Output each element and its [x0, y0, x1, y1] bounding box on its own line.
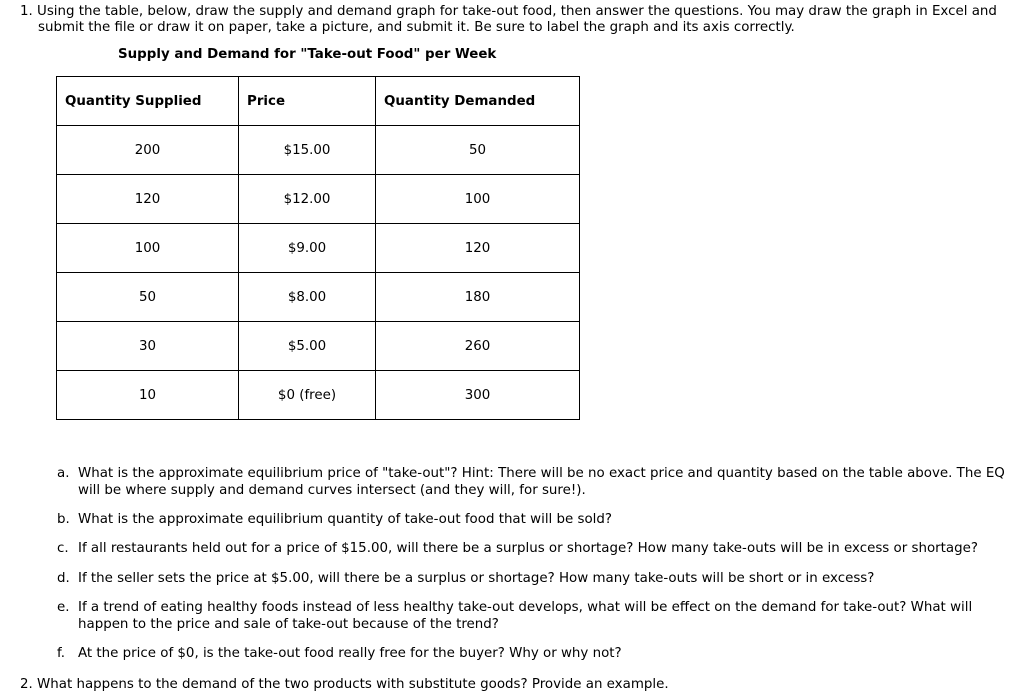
table-title: Supply and Demand for "Take-out Food" per Week [118, 47, 497, 62]
cell-quantity-supplied: 100 [57, 224, 239, 273]
question-2: 2. What happens to the demand of the two products with substitute goods? Provide an example. [20, 677, 669, 692]
subquestion-text-line-1: If a trend of eating healthy foods instead of less healthy take-out develops, what will be effect on the demand for take-out? What will [78, 600, 973, 615]
subquestion-text-line-1: If the seller sets the price at $5.00, will there be a surplus or shortage? How many take-outs will be short or in excess? [78, 571, 875, 586]
supply-demand-table [56, 76, 580, 420]
cell-price: $0 (free) [239, 371, 376, 420]
cell-quantity-supplied: 10 [57, 371, 239, 420]
table-row [57, 224, 580, 273]
cell-quantity-demanded: 260 [376, 322, 580, 371]
subquestion-marker: f. [57, 646, 65, 661]
subquestion-marker: e. [57, 600, 70, 615]
cell-quantity-supplied: 200 [57, 126, 239, 175]
question-1-line-2: submit the file or draw it on paper, take a picture, and submit it. Be sure to label the graph and its axis correctly. [38, 20, 795, 35]
subquestion-text-line-1: At the price of $0, is the take-out food really free for the buyer? Why or why not? [78, 646, 622, 661]
cell-quantity-demanded: 50 [376, 126, 580, 175]
subquestion-text-line-1: If all restaurants held out for a price of $15.00, will there be a surplus or shortage? How many take-outs will be in excess or shortage? [78, 541, 978, 556]
table-row [57, 322, 580, 371]
table-header-row [57, 77, 580, 126]
cell-quantity-supplied: 120 [57, 175, 239, 224]
cell-price: $8.00 [239, 273, 376, 322]
cell-price: $15.00 [239, 126, 376, 175]
table-row [57, 126, 580, 175]
table-row [57, 371, 580, 420]
header-quantity-supplied: Quantity Supplied [57, 77, 239, 126]
cell-quantity-supplied: 50 [57, 273, 239, 322]
cell-price: $9.00 [239, 224, 376, 273]
subquestion-marker: b. [57, 512, 70, 527]
cell-quantity-demanded: 120 [376, 224, 580, 273]
subquestion-text-line-2: happen to the price and sale of take-out because of the trend? [78, 616, 499, 632]
cell-quantity-demanded: 300 [376, 371, 580, 420]
subquestion-text-line-2: will be where supply and demand curves intersect (and they will, for sure!). [78, 482, 586, 498]
subquestion-marker: c. [57, 541, 69, 556]
cell-price: $5.00 [239, 322, 376, 371]
cell-quantity-supplied: 30 [57, 322, 239, 371]
table-row [57, 175, 580, 224]
cell-quantity-demanded: 100 [376, 175, 580, 224]
header-quantity-demanded: Quantity Demanded [376, 77, 580, 126]
subquestion-marker: d. [57, 571, 70, 586]
cell-price: $12.00 [239, 175, 376, 224]
question-1-line-1: 1. Using the table, below, draw the supply and demand graph for take-out food, then answer the questions. You may draw the graph in Excel and [20, 4, 997, 19]
cell-quantity-demanded: 180 [376, 273, 580, 322]
table-row [57, 273, 580, 322]
subquestion-marker: a. [57, 466, 70, 481]
subquestion-text-line-1: What is the approximate equilibrium price of "take-out"? Hint: There will be no exact price and quantity based on the table above. The EQ [78, 466, 1005, 481]
subquestion-text-line-1: What is the approximate equilibrium quantity of take-out food that will be sold? [78, 512, 613, 527]
header-price: Price [239, 77, 376, 126]
